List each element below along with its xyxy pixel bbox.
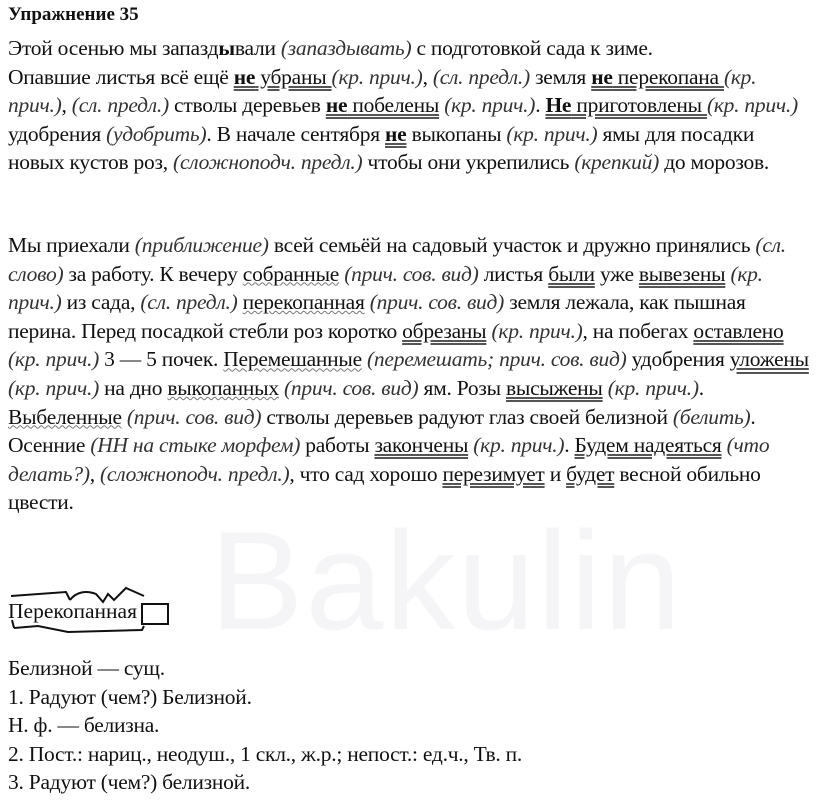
morphological-analysis [8,654,522,797]
analysis-line: Белизной — сущ. [8,656,165,680]
morpheme-analysis [8,584,178,636]
analysis-line: 3. Радуют (чем?) белизной. [8,770,250,795]
analysis-line: Н. ф. — белизна. [8,713,160,738]
watermark: Bakulin [210,502,684,659]
analysis-line: 1. Радуют (чем?) Белизной. [8,684,252,709]
paragraph-2: Мы приехали (приближение) всей семьёй на садовый участок и дружно принялись (сл. слово) за работу. К вечеру собранные (прич. сов. вид) листья были уже вывезены (кр. прич.) из сада, (сл. предл.) перекопанная (прич. сов. вид) земля лежала, как пышная перина. Перед посадкой стебли роз коротко обрезаны (кр. прич.), на побегах оставлено (кр. прич.) 3 — 5 почек. Перемешанные (перемешать; прич. сов. вид) удобрения уложены (кр. прич.) на дно выкопанных (прич. сов. вид) ям. Розы высыжены (кр. прич.). Выбеленные (прич. сов. вид) стволы деревьев радуют глаз своей белизной (белить). Осенние (НН на стыке морфем) работы закончены (кр. прич.). Будем надеяться (что делать?), (сложноподч. предл.), что сад хорошо перезимует и будет весной обильно цвести. [8,233,809,515]
paragraph-1: Этой осенью мы запаздывали (запаздывать) с подготовкой сада к зиме. Опавшие листья всё ещё не убраны (кр. прич.), (сл. предл.) земля не перекопана (кр. прич.), (сл. предл.) стволы деревьев не побелены (кр. прич.). Не приготовлены (кр. прич.) удобрения (удобрить). В начале сентября не выкопаны (кр. прич.) ямы для посадки новых кустов роз, (сложноподч. предл.) чтобы они укрепились (крепкий) до морозов. [8,36,798,175]
exercise-title: Упражнение 35 [8,4,139,25]
analysis-line: 2. Пост.: нариц., неодуш., 1 скл., ж.р.; непост.: ед.ч., Тв. п. [8,741,523,766]
morpheme-word: Перекопанная [8,599,137,623]
